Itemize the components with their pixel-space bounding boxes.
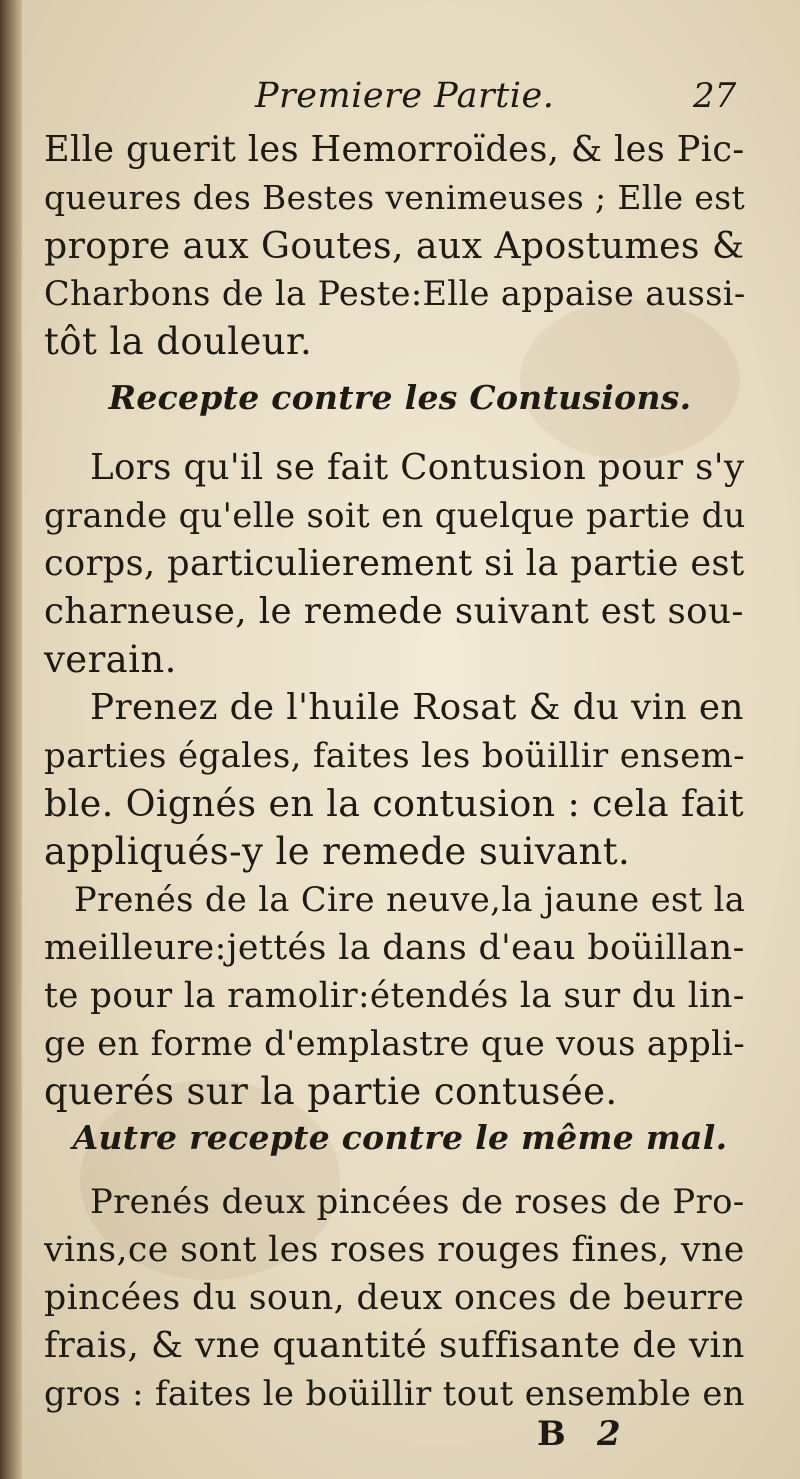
- text-line: Prenez de l'huile Rosat & du vin en: [90, 687, 744, 728]
- text-line: tôt la douleur.: [44, 320, 313, 363]
- signature-number: 2: [597, 1414, 621, 1454]
- text-line: querés sur la partie contusée.: [44, 1070, 618, 1113]
- text-line: Charbons de la Peste:Elle appaise aussi-: [44, 274, 746, 313]
- text-line: te pour la ramolir:étendés la sur du lin-: [44, 976, 745, 1016]
- text-line: parties égales, faites les boüillir ensem-: [44, 736, 746, 775]
- text-line: pincées du soun, deux onces de beurre: [44, 1278, 745, 1318]
- page-number: 27: [693, 76, 737, 116]
- text-line: verain.: [44, 638, 177, 681]
- text-line: charneuse, le remede suivant est sou-: [44, 591, 744, 632]
- text-line: Prenés deux pincées de roses de Pro-: [90, 1182, 745, 1221]
- text-line: ble. Oignés en la contusion : cela fait: [44, 782, 745, 825]
- signature-letter: B: [537, 1414, 566, 1454]
- text-line: appliqués-y le remede suivant.: [44, 830, 631, 873]
- section-heading: Autre recepte contre le même mal.: [72, 1118, 728, 1157]
- text-line: Lors qu'il se fait Contusion pour s'y: [90, 447, 745, 488]
- paragraph-2: [44, 444, 744, 684]
- text-line: queures des Bestes venimeuses ; Elle est: [44, 178, 746, 217]
- paragraph-3: [44, 684, 744, 876]
- paragraph-4: [44, 876, 744, 1116]
- text-line: Prenés de la Cire neuve,la jaune est la: [74, 880, 746, 919]
- section-heading: Recepte contre les Contusions.: [108, 378, 692, 417]
- text-line: frais, & vne quantité suffisante de vin: [44, 1325, 745, 1366]
- page-binding-edge: [0, 0, 22, 1479]
- text-line: grande qu'elle soit en quelque partie du: [44, 496, 746, 535]
- text-line: meilleure:jettés la dans d'eau boüillan-: [44, 928, 745, 968]
- running-head: [0, 76, 800, 126]
- text-line: Elle guerit les Hemorroïdes, & les Pic-: [44, 129, 745, 170]
- text-line: vins,ce sont les roses rouges fines, vne: [44, 1230, 745, 1270]
- paragraph-1: [44, 126, 744, 366]
- paragraph-5: [44, 1178, 744, 1418]
- text-line: corps, particulierement si la partie est: [44, 543, 745, 584]
- running-head-title: Premiere Partie.: [255, 76, 555, 116]
- text-line: gros : faites le boüillir tout ensemble en: [44, 1374, 745, 1413]
- text-line: ge en forme d'emplastre que vous appli-: [44, 1024, 746, 1063]
- text-line: propre aux Goutes, aux Apostumes &: [44, 224, 745, 267]
